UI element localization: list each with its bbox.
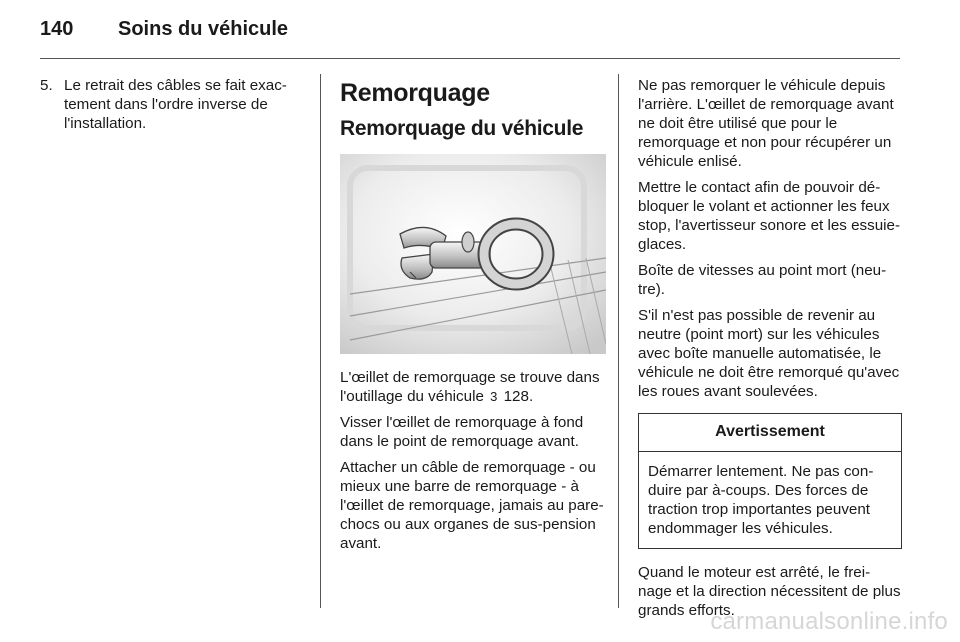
- paragraph: [340, 368, 606, 406]
- header-divider: [40, 58, 900, 59]
- list-text: Le retrait des câbles se fait exac-tement dans l'ordre inverse de l'installation.: [64, 77, 287, 132]
- column-middle: [340, 76, 606, 560]
- watermark: carmanualsonline.info: [710, 608, 948, 635]
- page-reference-arrow-icon: 3: [490, 389, 498, 404]
- paragraph: Boîte de vitesses au point mort (neu-tre).: [638, 262, 887, 298]
- page-reference-number: 128.: [503, 388, 534, 405]
- section-title: Soins du véhicule: [118, 18, 289, 40]
- paragraph: S'il n'est pas possible de revenir au neutre (point mort) sur les véhicules avec boîte manuelle automatisée, le véhicule ne doit être remorqué qu'avec les roues avant soulevées.: [638, 307, 900, 400]
- paragraph: Quand le moteur est arrêté, le frei-nage et la direction nécessitent de plus grands efforts.: [638, 564, 901, 619]
- warning-title: Avertissement: [639, 414, 901, 452]
- page-number: 140: [40, 18, 74, 40]
- column-divider-right: [618, 74, 619, 608]
- paragraph: Attacher un câble de remorquage - ou mieux une barre de remorquage - à l'œillet de remorquage, jamais au pare-chocs ou aux organes de sus-pension avant.: [340, 459, 604, 552]
- warning-box: [638, 413, 902, 549]
- paragraph: Ne pas remorquer le véhicule depuis l'arrière. L'œillet de remorquage avant ne doit être utilisé que pour le remorquage et non pour récupérer un véhicule enlisé.: [638, 77, 894, 170]
- column-divider-left: [320, 74, 321, 608]
- column-left: [40, 76, 306, 133]
- list-number: 5.: [40, 77, 53, 94]
- paragraph: Visser l'œillet de remorquage à fond dans le point de remorquage avant.: [340, 414, 584, 450]
- list-item: [40, 76, 306, 133]
- column-right: [638, 76, 902, 627]
- warning-text: Démarrer lentement. Ne pas con-duire par à-coups. Des forces de traction trop importantes peuvent endommager les véhicules.: [648, 463, 874, 537]
- chapter-heading: Remorquage: [340, 79, 490, 107]
- towing-eye-illustration: [340, 154, 606, 354]
- section-heading: Remorquage du véhicule: [340, 117, 584, 140]
- paragraph-text: L'œillet de remorquage se trouve dans l'outillage du véhicule: [340, 369, 600, 405]
- page-header: [40, 12, 900, 48]
- paragraph: Mettre le contact afin de pouvoir dé-bloquer le volant et actionner les feux stop, l'avertisseur sonore et les essuie-glaces.: [638, 179, 901, 253]
